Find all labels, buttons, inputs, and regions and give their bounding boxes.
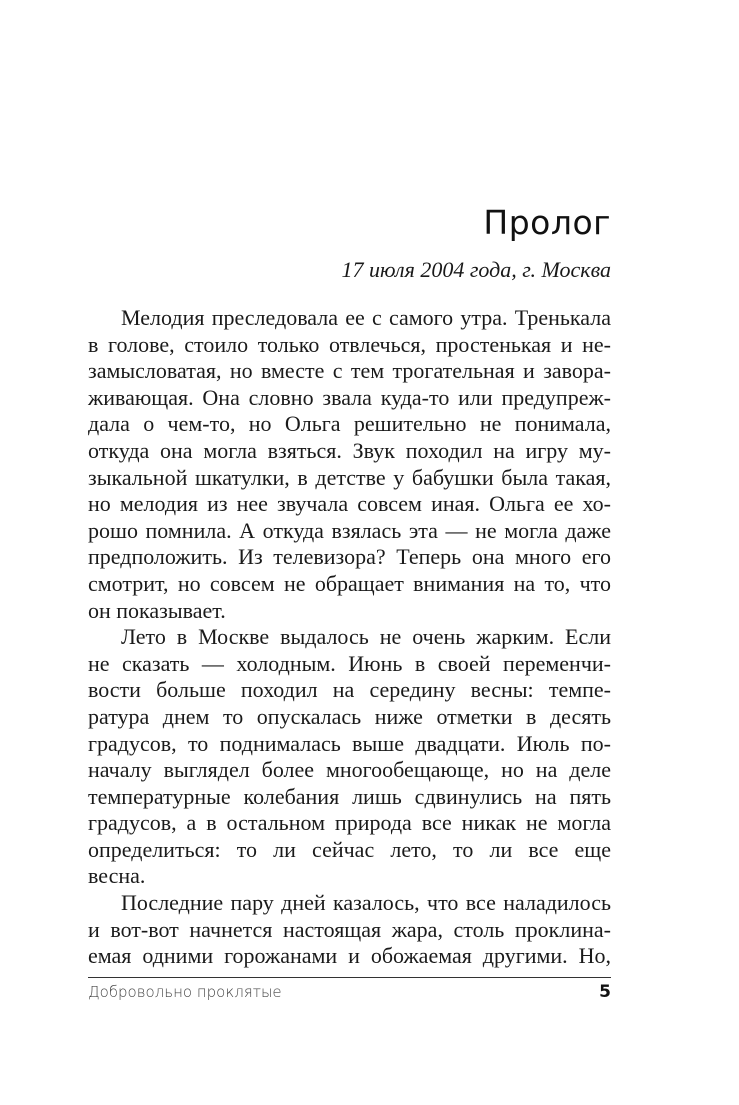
text-line: Мелодия преследовала ее с самого утра. Тренькала [121,305,611,330]
text-line: градусов, а в остальном природа все никак не могла [88,810,611,836]
text-line: и вот-вот начнется настоящая жара, столь проклина- [88,916,611,942]
footer-rule [88,977,611,978]
text-line: весна. [88,863,146,889]
text-line: емая одними горожанами и обожаемая другими. Но, [88,943,611,969]
text-line: зыкальной шкатулки, в детстве у бабушки была такая, [88,464,611,490]
text-line: градусов, то поднималась выше двадцати. Июль по- [88,730,611,756]
text-line: определиться: то ли сейчас лето, то ли все еще [88,836,611,862]
text-line: но мелодия из нее звучала совсем иная. Ольга ее хо- [88,491,611,517]
text-line: Лето в Москве выдалось не очень жарким. Если [121,624,611,650]
chapter-title: Пролог [483,203,611,242]
text-line: откуда она могла взяться. Звук походил на игру му- [88,437,611,463]
text-line: началу выглядел более многообещающе, но на деле [88,757,611,783]
text-line: смотрит, но совсем не обращает внимания на то, что [88,570,611,596]
body-text [88,305,611,970]
text-line: рошо помнила. А откуда взялась эта — не могла даже [88,517,611,543]
text-line: предположить. Из телевизора? Теперь она много его [88,544,611,570]
text-line: вости больше походил на середину весны: темпе- [88,677,611,703]
text-line: в голове, стоило только отвлечься, простенькая и не- [88,331,611,357]
text-line: не сказать — холодным. Июнь в своей переменчи- [88,650,611,676]
chapter-dateline: 17 июля 2004 года, г. Москва [341,257,611,282]
text-line: дала о чем-то, но Ольга решительно не понимала, [88,411,611,437]
text-line: температурные колебания лишь сдвинулись на пять [88,783,611,809]
text-line: Последние пару дней казалось, что все наладилось [121,890,611,916]
text-line: ратура днем то опускалась ниже отметки в десять [88,703,611,729]
page-number: 5 [599,982,611,1002]
text-line: замысловатая, но вместе с тем трогательная и завора- [88,358,611,384]
text-line: живающая. Она словно звала куда-то или предупреж- [88,384,611,410]
running-title: Добровольно проклятые [88,983,282,1001]
text-line: он показывает. [88,597,226,623]
